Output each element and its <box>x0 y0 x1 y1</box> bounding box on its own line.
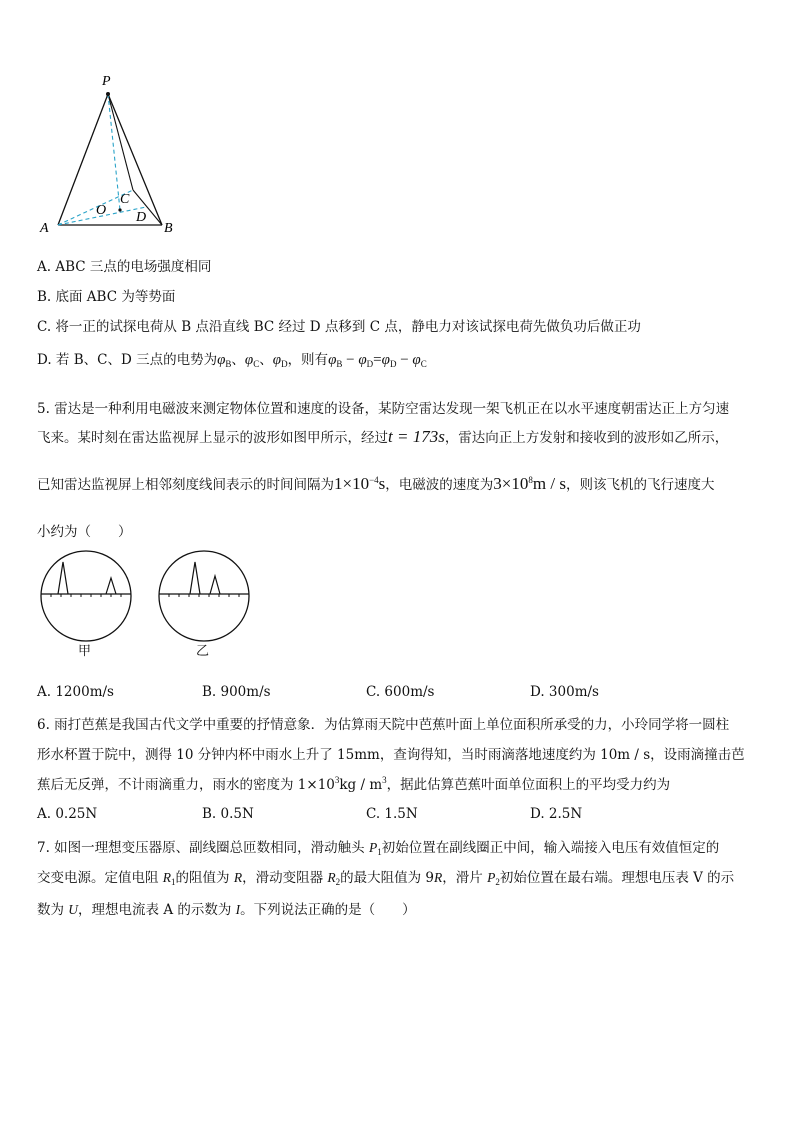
eq-phi-d2: φ <box>381 352 390 368</box>
edge-pb <box>108 94 162 225</box>
q5-line-2 <box>37 426 728 447</box>
q6-line-3-a: 蕉后无反弹，不计雨滴重力，雨水的密度为 1×10 <box>37 777 335 793</box>
label-b: B <box>164 221 173 236</box>
minus-1: − <box>342 352 359 368</box>
q5-line-3 <box>37 473 714 494</box>
q7-line-2-c: ，滑动变阻器 <box>242 870 328 886</box>
q7-line-1-a: 7. 如图一理想变压器原、副线圈总匝数相同，滑动触头 <box>37 840 369 856</box>
q5-line-2-a: 飞来。某时刻在雷达监视屏上显示的波形如图甲所示，经过 <box>37 430 388 446</box>
q7-line-2-a: 交变电源。定值电阻 <box>37 870 163 886</box>
q5-option-c: C. 600m/s <box>366 684 435 700</box>
q7-r2: R <box>327 870 336 885</box>
q5-option-b: B. 900m/s <box>202 684 271 700</box>
q7-line-3-c: 。下列说法正确的是（ ） <box>240 902 416 918</box>
q6-option-c: C. 1.5N <box>366 806 418 822</box>
q4-option-d <box>37 348 427 369</box>
eq-phi-d: φ <box>358 352 367 368</box>
q5-line-3-a: 已知雷达监视屏上相邻刻度线间表示的时间间隔为 <box>37 477 334 493</box>
q7-line-1-b: 初始位置在副线圈正中间，输入端接入电压有效值恒定的 <box>381 840 720 856</box>
q7-line-3-b: ，理想电流表 A 的示数为 <box>78 902 236 918</box>
q7-p2: P <box>487 870 496 885</box>
q7-p2-sub: 2 <box>495 877 500 887</box>
sep-1: 、 <box>231 352 245 368</box>
edge-pc <box>108 94 133 190</box>
q5-speed: 3×10 <box>493 474 529 493</box>
q7-r1: R <box>162 870 172 885</box>
q5-speed-unit: m / s <box>532 474 566 493</box>
eq-phi-c-sub: C <box>420 359 427 369</box>
q5-line-3-c: ，则该飞机的飞行速度大 <box>565 477 715 493</box>
q4-option-b: B. 底面 ABC 为等势面 <box>37 289 176 305</box>
q7-p1: P <box>368 840 378 855</box>
pyramid-figure <box>38 70 188 240</box>
q7-line-2-d: 的最大阻值为 9 <box>340 870 435 886</box>
q7-u: U <box>68 902 79 917</box>
q7-line-2-e: ，滑片 <box>442 870 488 886</box>
point-o <box>118 208 121 211</box>
eq-phi-b-sub: B <box>336 359 343 369</box>
eq-phi-b: φ <box>328 352 337 368</box>
q6-line-1: 6. 雨打芭蕉是我国古代文学中重要的抒情意象．为估算雨天院中芭蕉叶面上单位面积所承受的力，小玲同学将一圆柱 <box>37 717 730 733</box>
label-c: C <box>120 192 130 207</box>
phi-b: φ <box>217 352 226 368</box>
label-d: D <box>136 210 147 225</box>
q6-density-unit: kg / m <box>339 777 383 793</box>
q4-option-c: C. 将一正的试探电荷从 B 点沿直线 BC 经过 D 点移到 C 点，静电力对该试探电荷先做负功后做正功 <box>37 319 641 335</box>
minus-2: − <box>396 352 413 368</box>
q7-line-1 <box>37 836 719 857</box>
q6-density-exp: 3 <box>334 775 340 785</box>
q5-speed-exp: 8 <box>528 475 533 485</box>
q7-line-3-a: 数为 <box>37 902 69 918</box>
q5-interval: 1×10 <box>334 474 370 493</box>
label-yi: 乙 <box>196 644 210 659</box>
q7-i: I <box>235 902 241 917</box>
phi-c: φ <box>244 352 254 368</box>
q6-option-a: A. 0.25N <box>37 806 98 822</box>
q7-line-2-b: 的阻值为 <box>175 870 234 886</box>
q7-line-2-f: 初始位置在最右端。理想电压表 V 的示 <box>499 870 735 886</box>
q7-r1-sub: 1 <box>171 877 176 887</box>
eq-phi-d-sub: D <box>366 359 374 369</box>
q7-r-val: R <box>233 870 243 885</box>
pulse-emit <box>58 562 68 594</box>
sep-2: 、 <box>259 352 273 368</box>
q6-line-3-c: ，据此估算芭蕉叶面单位面积上的平均受力约为 <box>386 777 671 793</box>
q4-option-d-mid: ，则有 <box>287 352 329 368</box>
q5-interval-exp: −4 <box>369 475 379 485</box>
q5-line-2-b: ，雷达向正上方发射和接收到的波形如乙所示， <box>444 430 729 446</box>
q7-line-2 <box>37 866 734 887</box>
phi-c-sub: C <box>253 359 260 369</box>
q7-r2-sub: 2 <box>335 877 341 887</box>
q6-option-d: D. 2.5N <box>530 806 583 822</box>
q5-interval-unit: s <box>378 474 386 493</box>
label-a: A <box>40 221 49 236</box>
radar-screen-jia <box>38 548 134 644</box>
q4-option-d-prefix: D. 若 B、C、D 三点的电势为 <box>37 352 218 368</box>
q6-line-3 <box>37 773 670 793</box>
phi-b-sub: B <box>225 359 232 369</box>
eq-phi-d2-sub: D <box>389 359 397 369</box>
q5-option-a: A. 1200m/s <box>37 684 114 700</box>
q5-line-1: 5. 雷达是一种利用电磁波来测定物体位置和速度的设备，某防空雷达发现一架飞机正在以水平速度朝雷达正上方匀速 <box>37 401 730 417</box>
pulse-echo-2 <box>210 576 220 594</box>
q6-line-2: 形水杯置于院中，测得 10 分钟内杯中雨水上升了 15mm，查询得知，当时雨滴落地速度约为 10m / s，设雨滴撞击芭 <box>37 747 745 763</box>
q6-density-unit-exp: 3 <box>382 775 387 785</box>
point-p <box>106 92 110 96</box>
q4-option-a: A. ABC 三点的电场强度相同 <box>37 259 212 275</box>
q7-line-3 <box>37 898 416 918</box>
q7-r-val2: R <box>434 870 443 885</box>
radar-screen-yi <box>156 548 252 644</box>
pulse-echo <box>106 578 116 594</box>
q5-line-3-b: ，电磁波的速度为 <box>385 477 494 493</box>
phi-d: φ <box>272 352 282 368</box>
q7-p1-sub: 1 <box>377 847 382 857</box>
label-p: P <box>102 74 111 89</box>
equals: = <box>373 352 382 368</box>
q5-line-4: 小约为（ ） <box>37 524 132 540</box>
phi-d-sub: D <box>281 359 288 369</box>
eq-phi-c: φ <box>412 352 421 368</box>
q6-option-b: B. 0.5N <box>202 806 254 822</box>
q5-time: t = 173s <box>388 427 445 446</box>
label-o: O <box>96 203 107 218</box>
q5-option-d: D. 300m/s <box>530 684 599 700</box>
dashed-po <box>108 94 120 210</box>
label-jia: 甲 <box>78 644 92 659</box>
pulse-emit-2 <box>190 562 200 594</box>
